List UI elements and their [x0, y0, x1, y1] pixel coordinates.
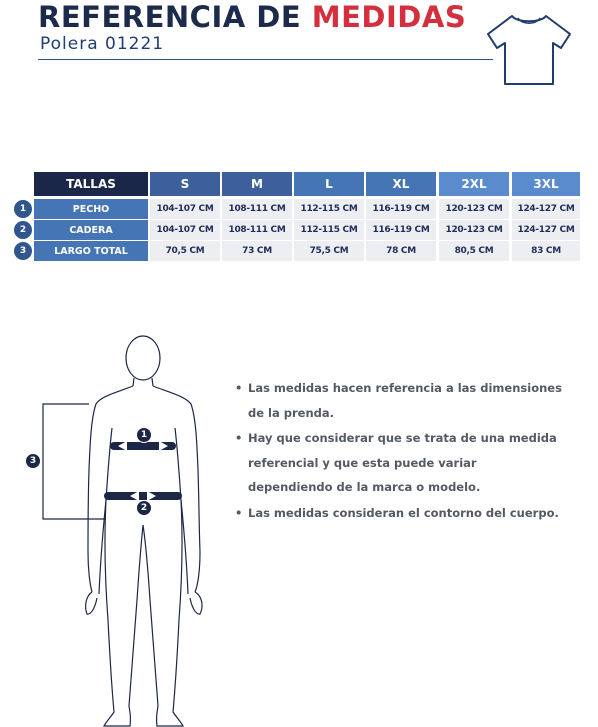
chest-marker-badge: 1	[136, 427, 152, 443]
note-item: • Las medidas consideran el contorno del cuerpo.	[235, 501, 565, 526]
page-title	[38, 0, 466, 34]
table-cell: 108-111 CM	[222, 220, 292, 240]
table-cell: 124-127 CM	[512, 199, 580, 219]
header-divider	[38, 59, 493, 60]
table-cell: 124-127 CM	[512, 220, 580, 240]
table-cell: 120-123 CM	[439, 220, 509, 240]
hip-marker-badge: 2	[136, 500, 152, 516]
table-cell: 70,5 CM	[150, 241, 220, 261]
table-cell: 104-107 CM	[150, 199, 220, 219]
title-accent: MEDIDAS	[311, 0, 467, 34]
body-measurement-figure	[0, 320, 240, 727]
header-size: 3XL	[512, 172, 580, 196]
row-label-pecho: PECHO	[34, 199, 148, 219]
row-number-badge: 2	[13, 220, 33, 240]
table-cell: 75,5 CM	[294, 241, 364, 261]
table-cell: 112-115 CM	[294, 220, 364, 240]
body-outline-icon	[0, 320, 240, 727]
length-marker-badge: 3	[25, 453, 41, 469]
table-cell: 108-111 CM	[222, 199, 292, 219]
header-size: 2XL	[439, 172, 509, 196]
header-size: S	[150, 172, 220, 196]
product-subtitle: Polera 01221	[40, 34, 165, 54]
header-tallas: TALLAS	[34, 172, 148, 196]
table-cell: 104-107 CM	[150, 220, 220, 240]
table-cell: 80,5 CM	[439, 241, 509, 261]
table-cell: 116-119 CM	[366, 199, 436, 219]
table-cell: 120-123 CM	[439, 199, 509, 219]
row-number-badge: 3	[13, 241, 33, 261]
table-cell: 73 CM	[222, 241, 292, 261]
table-cell: 83 CM	[512, 241, 580, 261]
row-label-largo-total: LARGO TOTAL	[34, 241, 148, 261]
row-label-cadera: CADERA	[34, 220, 148, 240]
table-cell: 78 CM	[366, 241, 436, 261]
header-size: L	[294, 172, 364, 196]
tshirt-icon	[486, 8, 572, 88]
title-main: REFERENCIA DE	[38, 0, 312, 34]
table-cell: 116-119 CM	[366, 220, 436, 240]
header-size: M	[222, 172, 292, 196]
header-size: XL	[366, 172, 436, 196]
note-item: • Hay que considerar que se trata de una medida referencial y que esta puede variar dependiendo de la marca o modelo.	[235, 426, 565, 500]
measurement-notes	[235, 376, 565, 526]
table-cell: 112-115 CM	[294, 199, 364, 219]
note-item: • Las medidas hacen referencia a las dimensiones de la prenda.	[235, 376, 565, 425]
row-number-badge: 1	[13, 199, 33, 219]
